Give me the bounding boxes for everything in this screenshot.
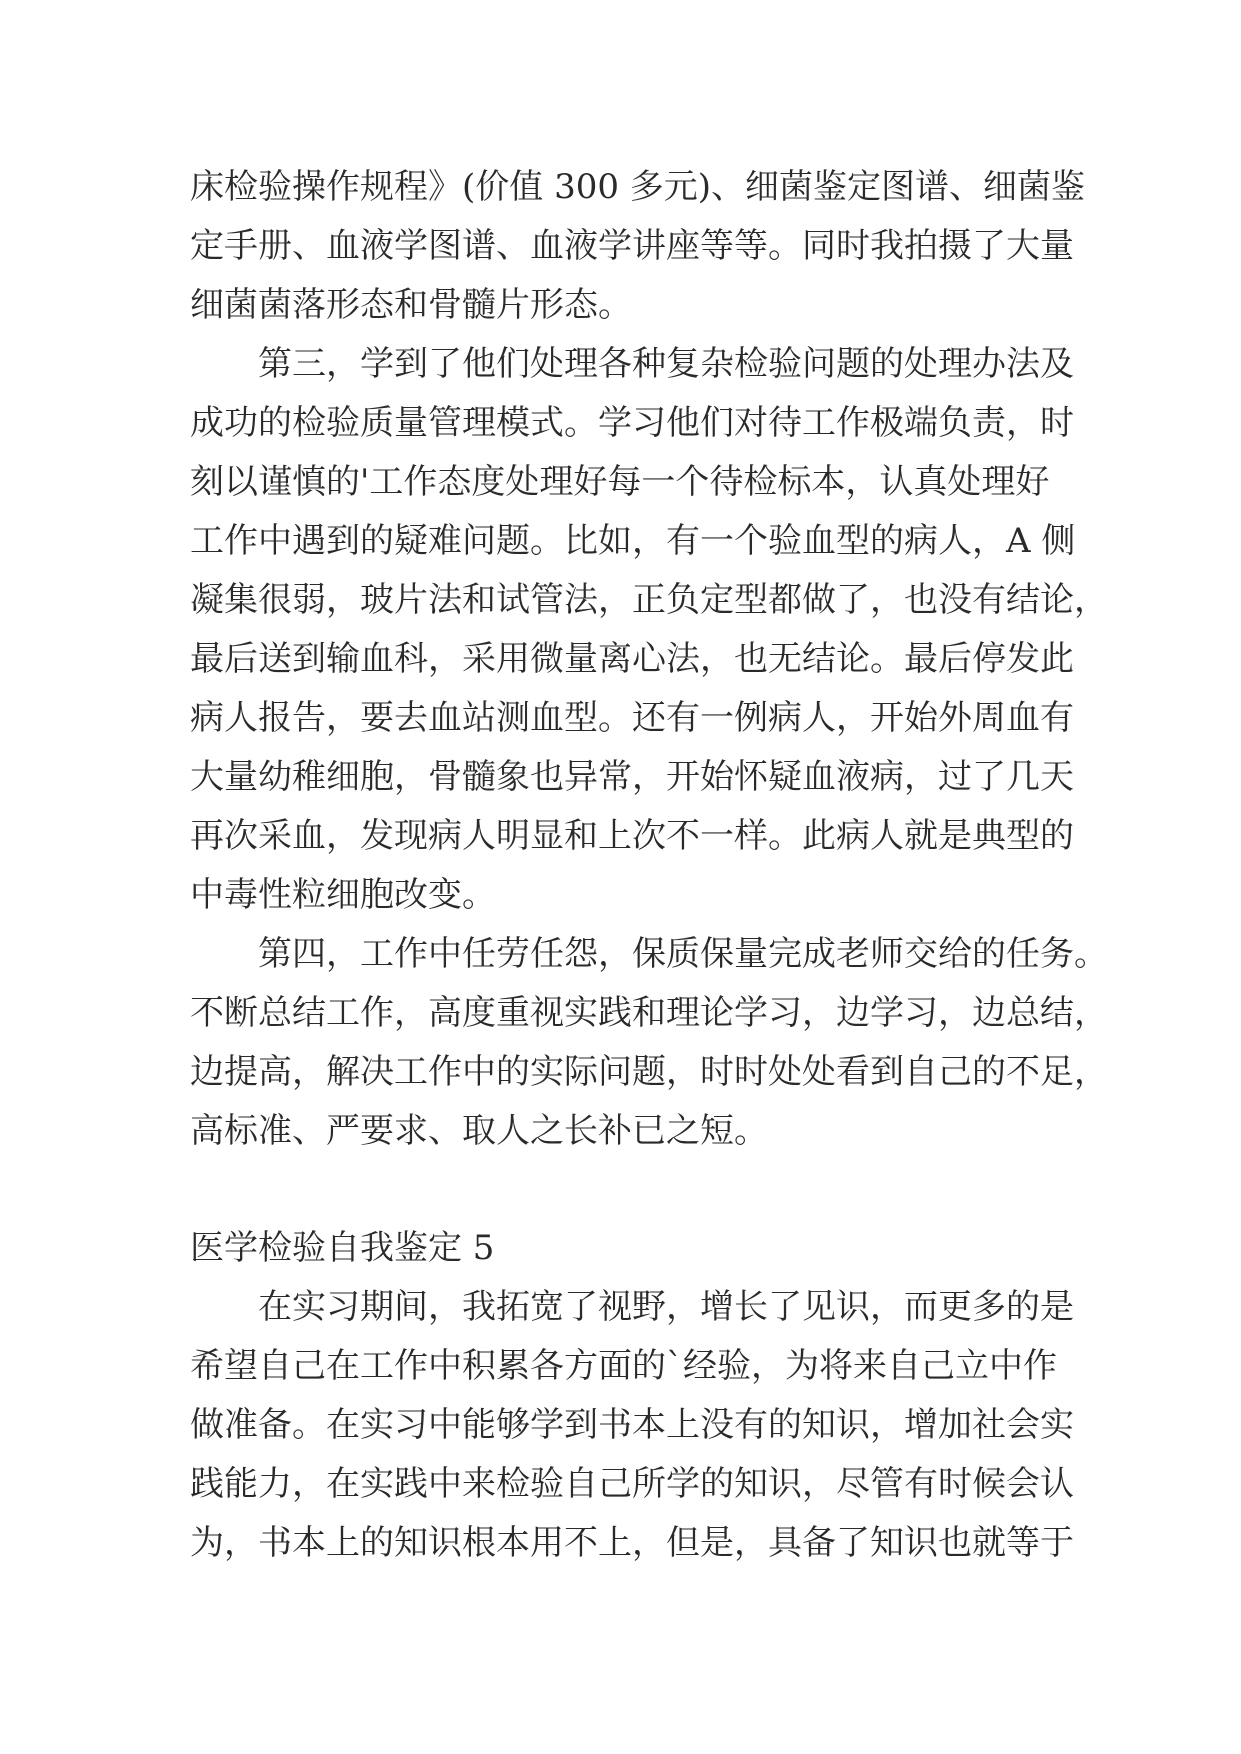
text-line: 中毒性粒细胞改变。: [190, 875, 496, 915]
text-line: 最后送到输血科，采用微量离心法，也无结论。最后停发此: [190, 639, 1074, 679]
text-line: 做准备。在实习中能够学到书本上没有的知识，增加社会实: [190, 1405, 1074, 1445]
text-line: 边提高，解决工作中的实际问题，时时处处看到自己的不足，: [190, 1052, 1108, 1092]
text-line: 床检验操作规程》(价值 300 多元)、细菌鉴定图谱、细菌鉴: [190, 167, 1086, 207]
paragraph-fourth-point: [190, 925, 1108, 1161]
text-line: 践能力，在实践中来检验自己所学的知识，尽管有时候会认: [190, 1464, 1074, 1504]
section-heading: 医学检验自我鉴定 5: [190, 1228, 495, 1268]
text-line: 定手册、血液学图谱、血液学讲座等等。同时我拍摄了大量: [190, 226, 1074, 266]
text-line: 细菌菌落形态和骨髓片形态。: [190, 285, 632, 325]
text-line: 第三，学到了他们处理各种复杂检验问题的处理办法及: [258, 344, 1074, 384]
text-line: 高标准、严要求、取人之长补已之短。: [190, 1111, 768, 1151]
text-line: 凝集很弱，玻片法和试管法，正负定型都做了，也没有结论，: [190, 580, 1108, 620]
text-line: 不断总结工作，高度重视实践和理论学习，边学习，边总结，: [190, 993, 1108, 1033]
text-line: 刻以谨慎的'工作态度处理好每一个待检标本，认真处理好: [190, 462, 1050, 502]
paragraph-third-point: [190, 335, 1108, 925]
paragraph-internship-reflection: [190, 1278, 1074, 1573]
text-line: 再次采血，发现病人明显和上次不一样。此病人就是典型的: [190, 816, 1074, 856]
paragraph-reference-books: [190, 158, 1086, 335]
text-line: 在实习期间，我拓宽了视野，增长了见识，而更多的是: [258, 1287, 1074, 1327]
text-line: 工作中遇到的疑难问题。比如，有一个验血型的病人，A 侧: [190, 521, 1076, 561]
text-line: 第四，工作中任劳任怨，保质保量完成老师交给的任务。: [258, 934, 1108, 974]
text-line: 为，书本上的知识根本用不上，但是，具备了知识也就等于: [190, 1523, 1074, 1563]
text-line: 成功的检验质量管理模式。学习他们对待工作极端负责，时: [190, 403, 1074, 443]
text-line: 病人报告，要去血站测血型。还有一例病人，开始外周血有: [190, 698, 1074, 738]
text-line: 希望自己在工作中积累各方面的`经验，为将来自己立中作: [190, 1346, 1057, 1386]
text-line: 大量幼稚细胞，骨髓象也异常，开始怀疑血液病，过了几天: [190, 757, 1074, 797]
document-body: [190, 158, 1108, 1573]
